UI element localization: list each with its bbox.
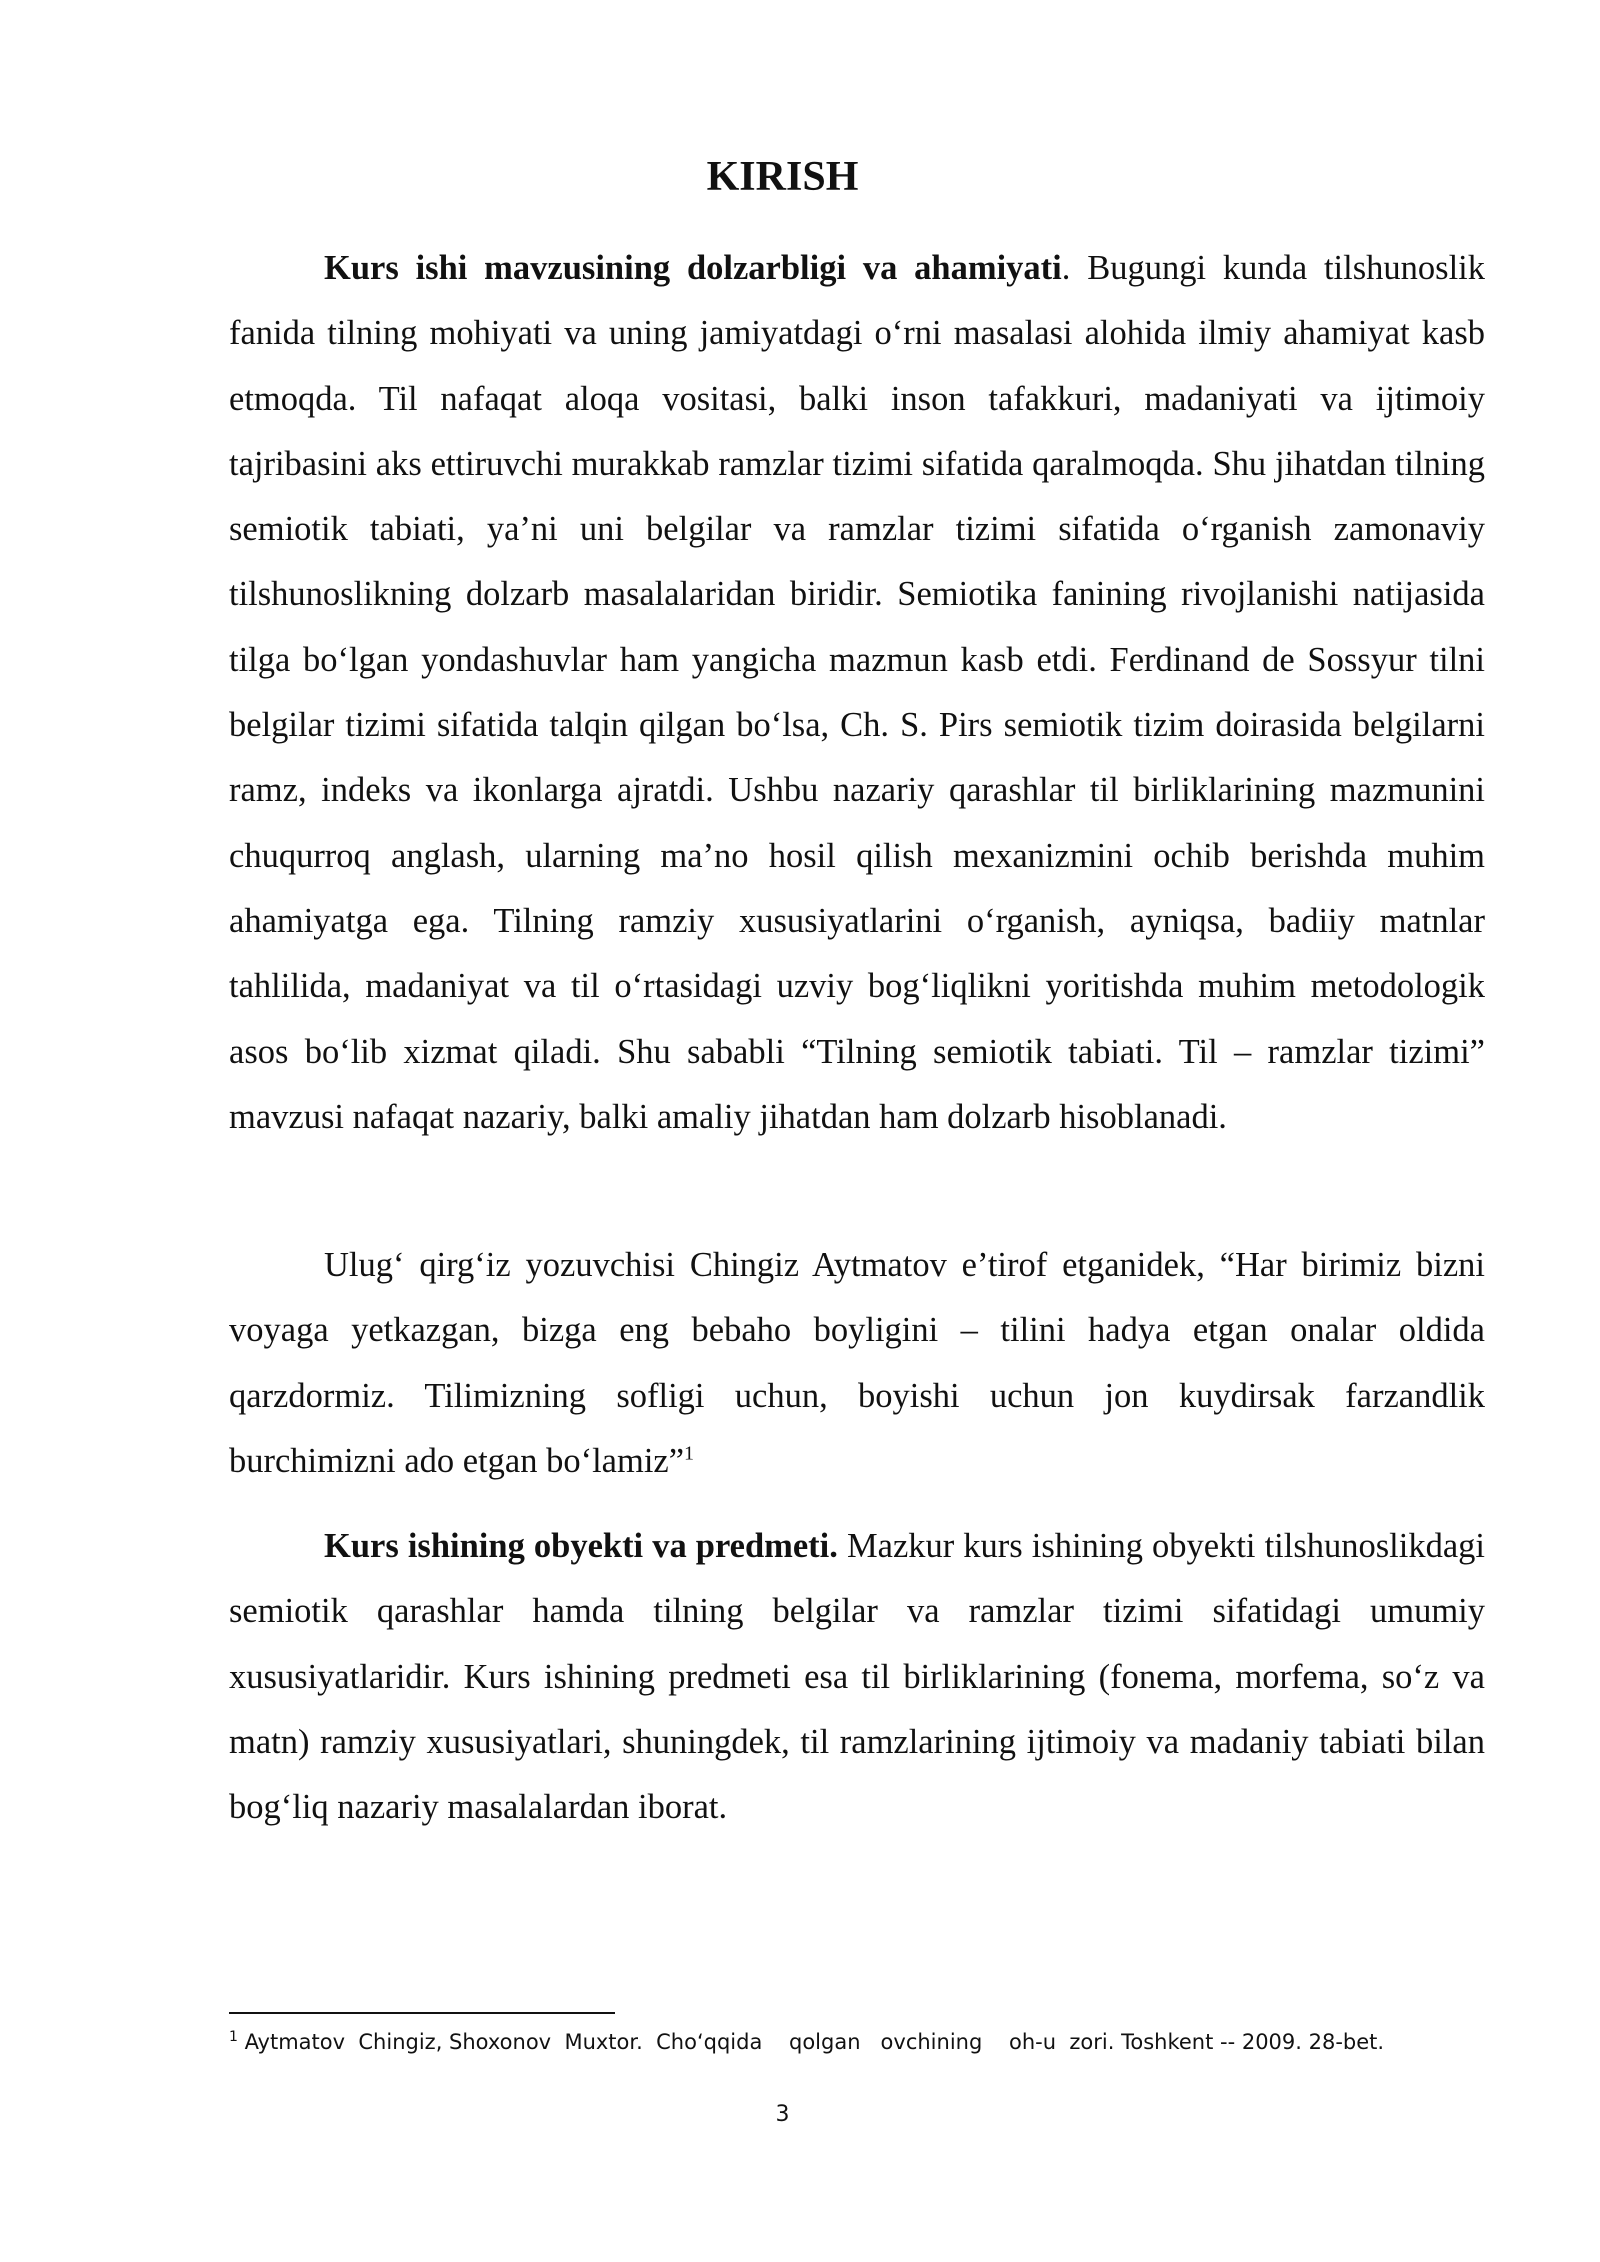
footnote-separator (229, 2012, 615, 2014)
paragraph-relevance-heading: Kurs ishi mavzusining dolzarbligi va ahamiyati (324, 249, 1062, 287)
paragraph-quote-body: Ulug‘ qirg‘iz yozuvchisi Chingiz Aytmatov e’tirof etganidek, “Har birimiz bizni voyaga yetkazgan, bizga eng bebaho boyligini – tilini hadya etgan onalar oldida qarzdormiz. Tilimizning sofligi uchun, boyishi uchun jon kuydirsak farzandlik burchimizni ado etgan bo‘lamiz” (229, 1246, 1485, 1480)
paragraph-object-subject (229, 1514, 1485, 1840)
paragraph-quote (229, 1233, 1485, 1494)
page-number: 3 (775, 2102, 790, 2127)
paragraph-object-subject-heading: Kurs ishining obyekti va predmeti. (324, 1527, 838, 1565)
paragraph-relevance (229, 236, 1485, 1150)
paragraph-relevance-text (229, 236, 1485, 1150)
paragraph-quote-text (229, 1233, 1485, 1494)
footnote (229, 2027, 1529, 2057)
footnote-number: 1 (229, 2029, 238, 2045)
paragraph-object-subject-text (229, 1514, 1485, 1840)
paragraph-object-subject-body: Mazkur kurs ishining obyekti tilshunoslikdagi semiotik qarashlar hamda tilning belgilar va ramzlar tizimi sifatidagi umumiy xususiyatlaridir. Kurs ishining predmeti esa til birliklarining (fonema, morfema, so‘z va matn) ramziy xususiyatlari, shuningdek, til ramzlarining ijtimoiy va madaniy tabiati bilan bog‘liq nazariy masalalardan iborat. (229, 1527, 1485, 1827)
footnote-text: Aytmatov Chingiz, Shoxonov Muxtor. Cho‘qqida qolgan ovchining oh-u zori. Toshkent -- 2009. 28-bet. (237, 2030, 1385, 2054)
page-title: KIRISH (706, 154, 859, 200)
paragraph-relevance-body: . Bugungi kunda tilshunoslik fanida tilning mohiyati va uning jamiyatdagi o‘rni masalasi alohida ilmiy ahamiyat kasb etmoqda. Til nafaqat aloqa vositasi, balki inson tafakkuri, madaniyati va ijtimoiy tajribasini aks ettiruvchi murakkab ramzlar tizimi sifatida qaralmoqda. Shu jihatdan tilning semiotik tabiati, ya’ni uni belgilar va ramzlar tizimi sifatida o‘rganish zamonaviy tilshunoslikning dolzarb masalalaridan biridir. Semiotika fanining rivojlanishi natijasida tilga bo‘lgan yondashuvlar ham yangicha mazmun kasb etdi. Ferdinand de Sossyur tilni belgilar tizimi sifatida talqin qilgan bo‘lsa, Ch. S. Pirs semiotik tizim doirasida belgilarni ramz, indeks va ikonlarga ajratdi. Ushbu nazariy qarashlar til birliklarining mazmunini chuqurroq anglash, ularning ma’no hosil qilish mexanizmini ochib berishda muhim ahamiyatga ega. Tilning ramziy xususiyatlarini o‘rganish, ayniqsa, badiiy matnlar tahlilida, madaniyat va til o‘rtasidagi uzviy bog‘liqlikni yoritishda muhim metodologik asos bo‘lib xizmat qiladi. Shu sababli “Tilning semiotik tabiati. Til – ramzlar tizimi” mavzusi nafaqat nazariy, balki amaliy jihatdan ham dolzarb hisoblanadi. (229, 249, 1485, 1136)
footnote-reference[interactable]: 1 (684, 1442, 695, 1465)
